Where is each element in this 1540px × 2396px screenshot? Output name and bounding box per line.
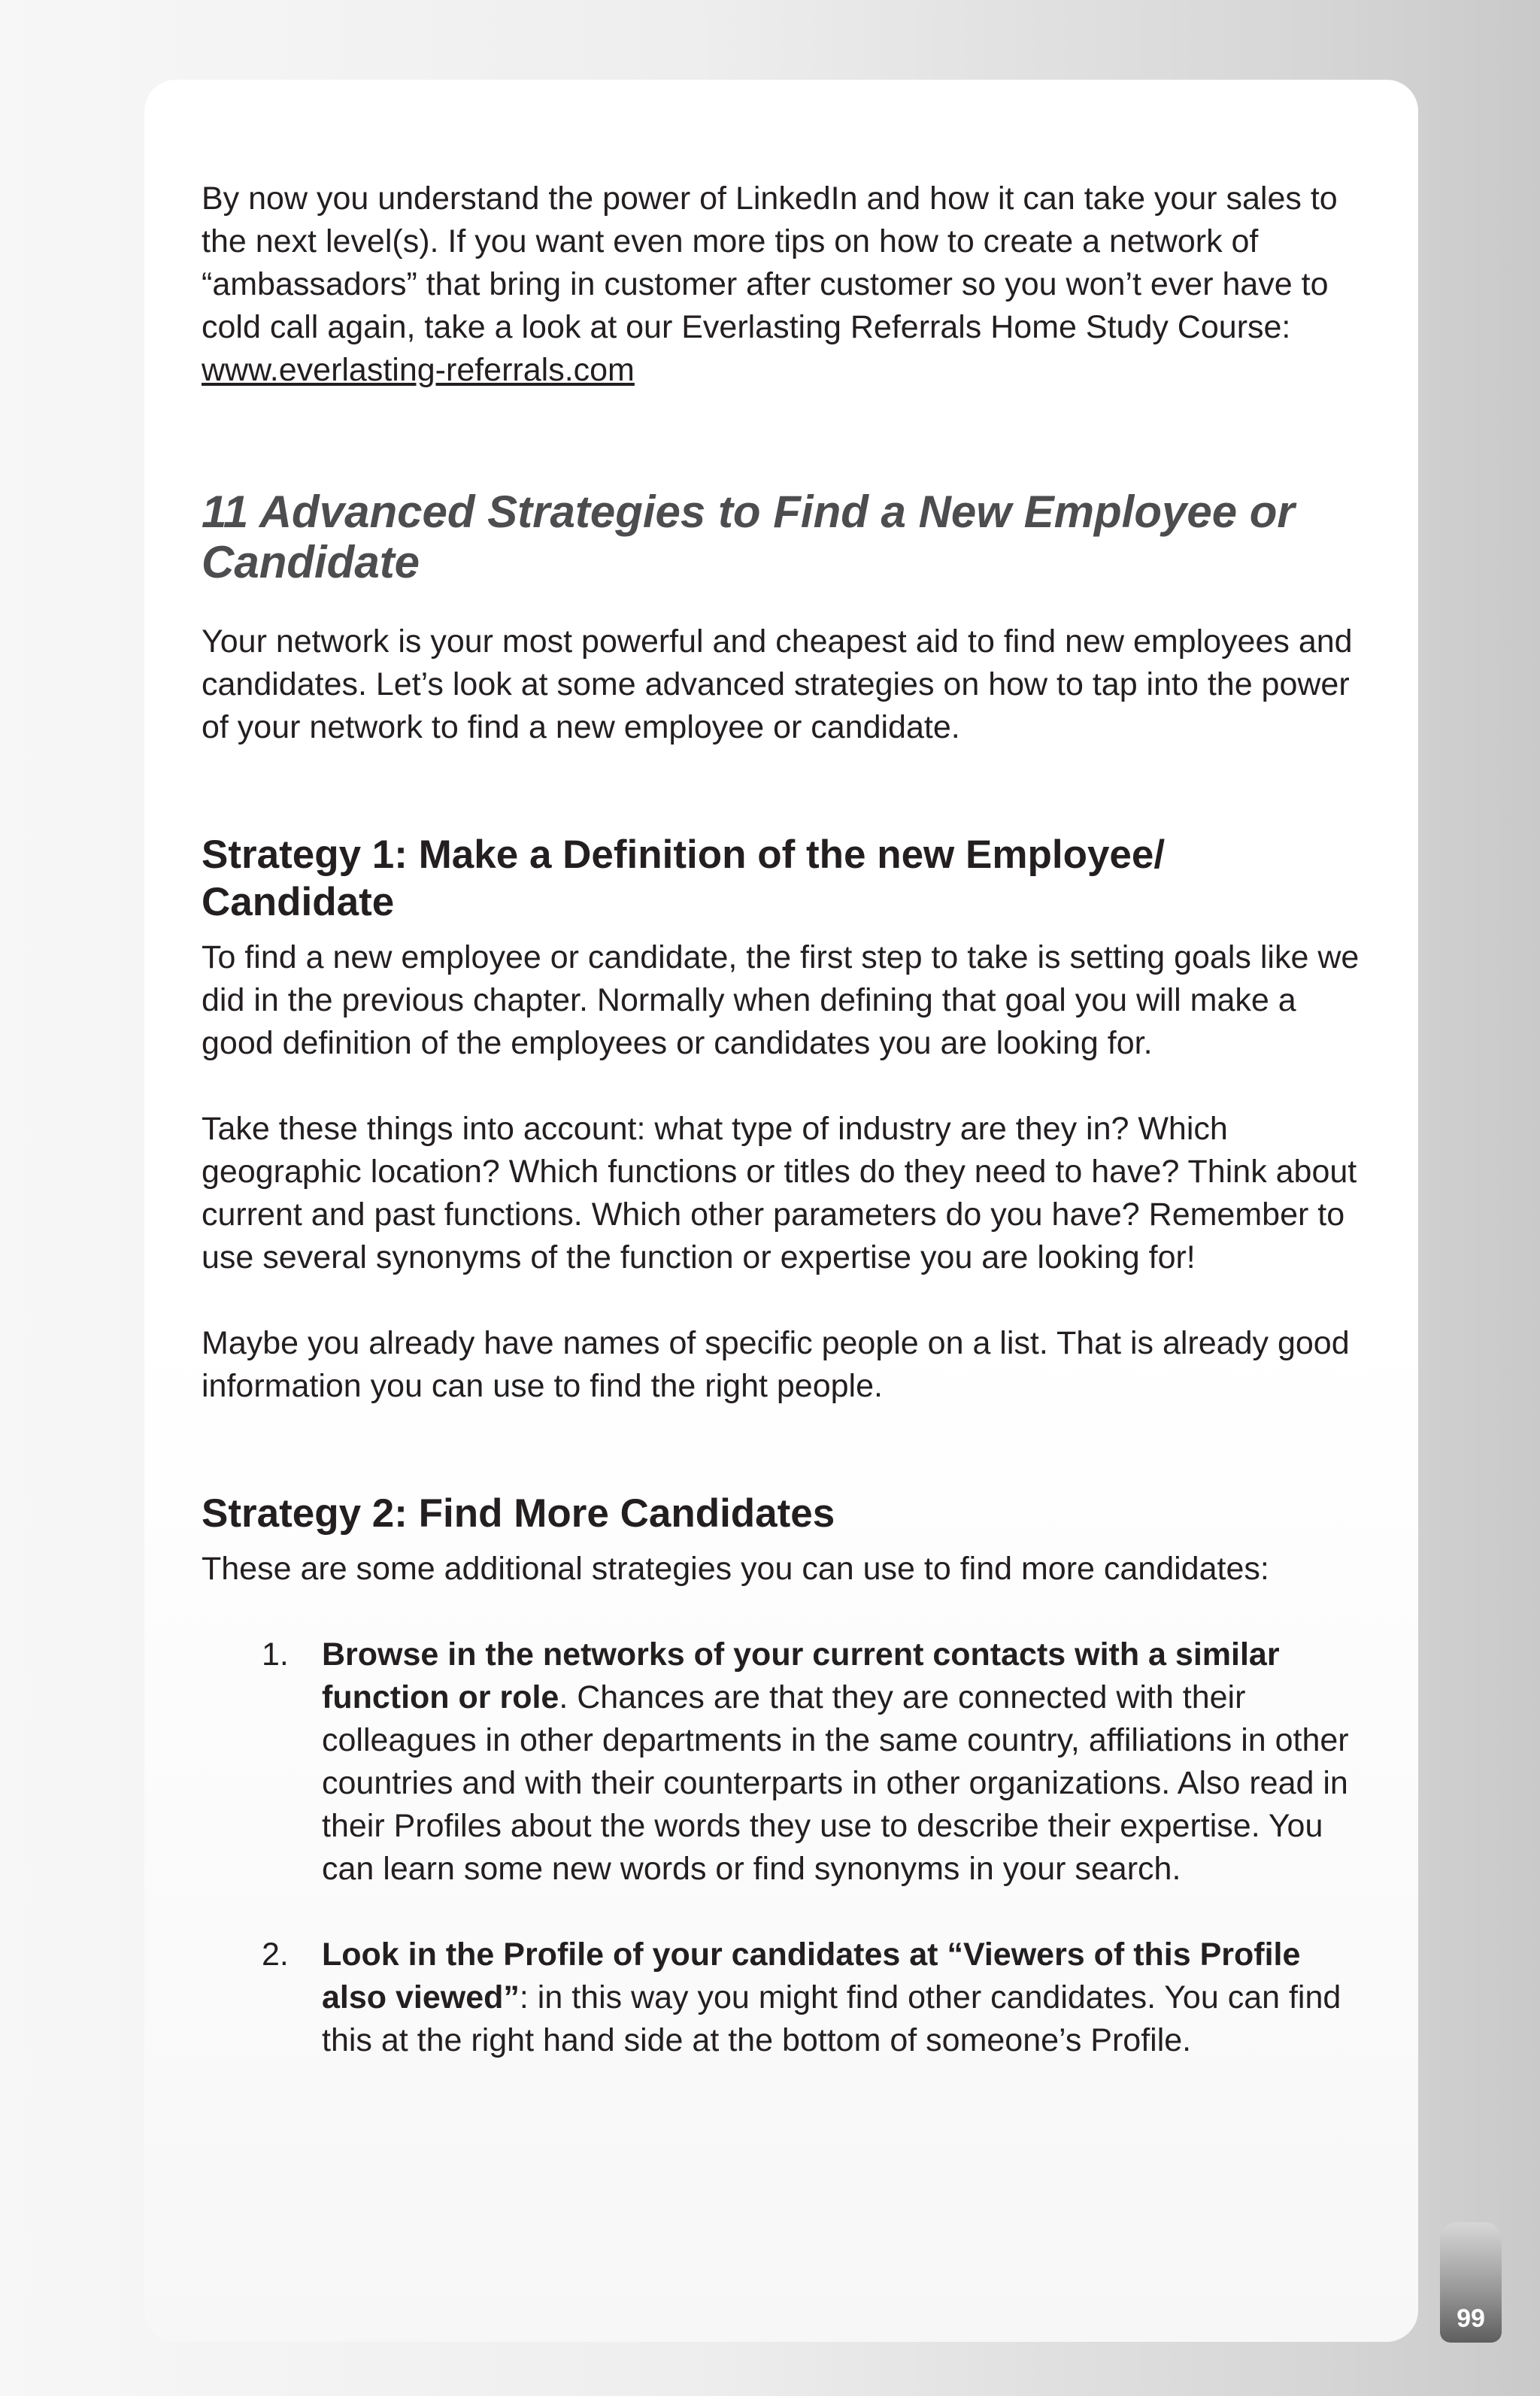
list-item-text: : in this way you might find other candidates. You can find this at the right hand side at the bottom of someone’s Profile.	[322, 1979, 1341, 2058]
everlasting-referrals-link[interactable]: www.everlasting-referrals.com	[202, 352, 635, 388]
list-item	[202, 1633, 1360, 1891]
strategy-2-list	[202, 1633, 1360, 2062]
list-item-number: 2.	[262, 1937, 289, 1973]
page-content	[202, 177, 1360, 2062]
strategy-1-title: Strategy 1: Make a Definition of the new Employee/ Candidate	[202, 833, 1166, 924]
section-title: 11 Advanced Strategies to Find a New Employee or Candidate	[202, 487, 1295, 587]
strategy-2-title: Strategy 2: Find More Candidates	[202, 1491, 835, 1536]
strategy-2-intro: These are some additional strategies you can use to find more candidates:	[202, 1551, 1269, 1587]
list-item-bold: Browse in the networks of your current contacts with a similar function or role	[322, 1636, 1280, 1715]
strategy-1-paragraph: To find a new employee or candidate, the first step to take is setting goals like we did in the previous chapter. Normally when defining that goal you will make a good definition of the employees or candidates you are looking for.	[202, 939, 1360, 1061]
strategy-1-paragraph: Maybe you already have names of specific people on a list. That is already good information you can use to find the right people.	[202, 1325, 1350, 1404]
list-item-text: . Chances are that they are connected with their colleagues in other departments in the same country, affiliations in other countries and with their counterparts in other organizations. Also read in their Profiles about the words they use to describe their expertise. You can learn some new words or find synonyms in your search.	[322, 1679, 1349, 1887]
page-number: 99	[1457, 2304, 1485, 2333]
intro-text: By now you understand the power of LinkedIn and how it can take your sales to the next level(s). If you want even more tips on how to create a network of “ambassadors” that bring in customer after customer so you won’t ever have to cold call again, take a look at our Everlasting Referrals Home Study Course:	[202, 180, 1338, 345]
list-item	[202, 1933, 1360, 2062]
page-number-tab	[1440, 2222, 1502, 2343]
section-intro: Your network is your most powerful and cheapest aid to find new employees and candidates. Let’s look at some advanced strategies on how to tap into the power of your network to find a new employee or candidate.	[202, 623, 1353, 745]
intro-paragraph	[202, 177, 1360, 392]
strategy-1-paragraph: Take these things into account: what type of industry are they in? Which geographic location? Which functions or titles do they need to have? Think about current and past functions. Which other parameters do you have? Remember to use several synonyms of the function or expertise you are looking for!	[202, 1111, 1357, 1275]
list-item-bold: Look in the Profile of your candidates at “Viewers of this Profile also viewed”	[322, 1937, 1301, 2015]
list-item-number: 1.	[262, 1636, 289, 1673]
